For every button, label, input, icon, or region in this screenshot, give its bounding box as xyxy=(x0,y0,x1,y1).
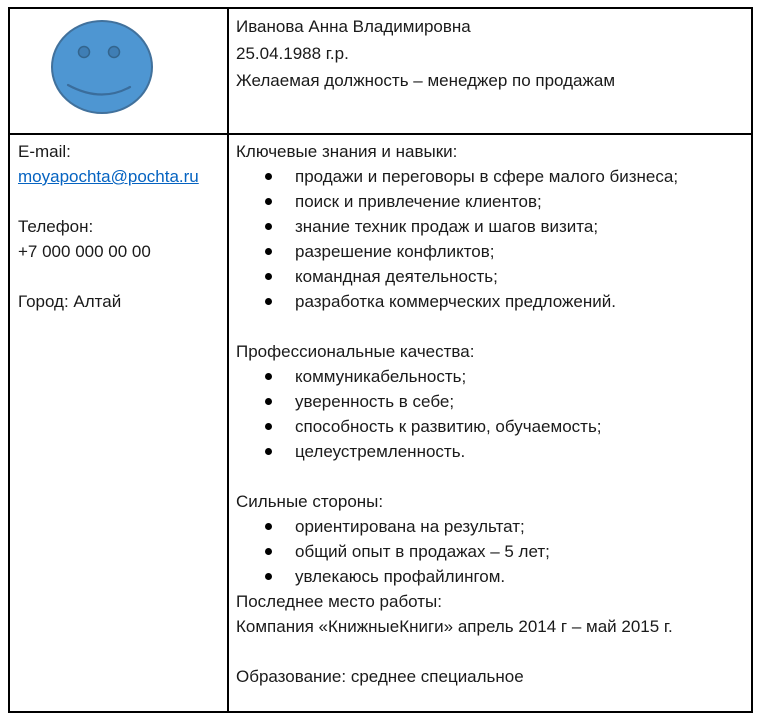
bullet-dot-icon xyxy=(265,448,272,455)
smiley-face-ellipse xyxy=(52,21,152,113)
bullet-dot-icon xyxy=(265,273,272,280)
phone-label: Телефон: xyxy=(18,217,94,236)
section-title: Профессиональные качества: xyxy=(236,342,475,361)
contacts-cell xyxy=(10,135,229,711)
section-title: Сильные стороны: xyxy=(236,492,384,511)
bullet-text: разрешение конфликтов; xyxy=(295,242,495,261)
bullet-item xyxy=(236,264,744,289)
desired-position: Желаемая должность – менеджер по продажам xyxy=(236,71,616,90)
bullet-item xyxy=(236,439,744,464)
last-job-group xyxy=(236,589,744,639)
smiley-face-image xyxy=(10,9,227,133)
bullet-text: общий опыт в продажах – 5 лет; xyxy=(295,542,550,561)
smiley-left-eye xyxy=(79,47,90,58)
bullet-text: поиск и привлечение клиентов; xyxy=(295,192,542,211)
bullet-list xyxy=(236,514,744,589)
skills-section xyxy=(236,139,744,314)
email-label: E-mail: xyxy=(18,142,71,161)
birth-date: 25.04.1988 г.р. xyxy=(236,44,349,63)
resume-table xyxy=(8,7,753,713)
bullet-item xyxy=(236,539,744,564)
bullet-dot-icon xyxy=(265,398,272,405)
bullet-dot-icon xyxy=(265,223,272,230)
email-group xyxy=(18,139,219,189)
last-job-title: Последнее место работы: xyxy=(236,592,442,611)
bullet-text: увлекаюсь профайлингом. xyxy=(295,567,506,586)
bullet-text: продажи и переговоры в сфере малого бизнеса; xyxy=(295,167,679,186)
section-title: Ключевые знания и навыки: xyxy=(236,142,458,161)
bullet-dot-icon xyxy=(265,373,272,380)
phone-number: +7 000 000 00 00 xyxy=(18,242,151,261)
bullet-list xyxy=(236,364,744,464)
bullet-dot-icon xyxy=(265,523,272,530)
city-line: Город: Алтай xyxy=(18,292,122,311)
bullet-text: коммуникабельность; xyxy=(295,367,467,386)
bullet-dot-icon xyxy=(265,298,272,305)
education-line: Образование: среднее специальное xyxy=(236,667,524,686)
skills-section xyxy=(236,339,744,464)
phone-group xyxy=(18,214,219,264)
bullet-dot-icon xyxy=(265,423,272,430)
bullet-item xyxy=(236,364,744,389)
bullet-text: уверенность в себе; xyxy=(295,392,455,411)
bullet-dot-icon xyxy=(265,198,272,205)
bullet-text: разработка коммерческих предложений. xyxy=(295,292,616,311)
bullet-item xyxy=(236,514,744,539)
bullet-text: ориентирована на результат; xyxy=(295,517,525,536)
bullet-text: целеустремленность. xyxy=(295,442,466,461)
bullet-list xyxy=(236,164,744,314)
skills-section xyxy=(236,489,744,589)
bullet-item xyxy=(236,564,744,589)
photo-cell xyxy=(10,9,229,135)
bullet-item xyxy=(236,214,744,239)
header-cell xyxy=(229,9,751,135)
bullet-dot-icon xyxy=(265,573,272,580)
bullet-dot-icon xyxy=(265,248,272,255)
details-cell xyxy=(229,135,751,711)
bullet-text: командная деятельность; xyxy=(295,267,498,286)
bullet-item xyxy=(236,239,744,264)
email-link[interactable]: moyapochta@pochta.ru xyxy=(18,167,199,186)
bullet-item xyxy=(236,289,744,314)
bullet-text: знание техник продаж и шагов визита; xyxy=(295,217,599,236)
bullet-item xyxy=(236,389,744,414)
bullet-item xyxy=(236,164,744,189)
person-name: Иванова Анна Владимировна xyxy=(236,17,471,36)
last-job-line: Компания «КнижныеКниги» апрель 2014 г – май 2015 г. xyxy=(236,617,673,636)
skills-sections xyxy=(236,139,744,589)
bullet-dot-icon xyxy=(265,173,272,180)
bullet-item xyxy=(236,189,744,214)
bullet-dot-icon xyxy=(265,548,272,555)
bullet-text: способность к развитию, обучаемость; xyxy=(295,417,602,436)
smiley-right-eye xyxy=(109,47,120,58)
bullet-item xyxy=(236,414,744,439)
